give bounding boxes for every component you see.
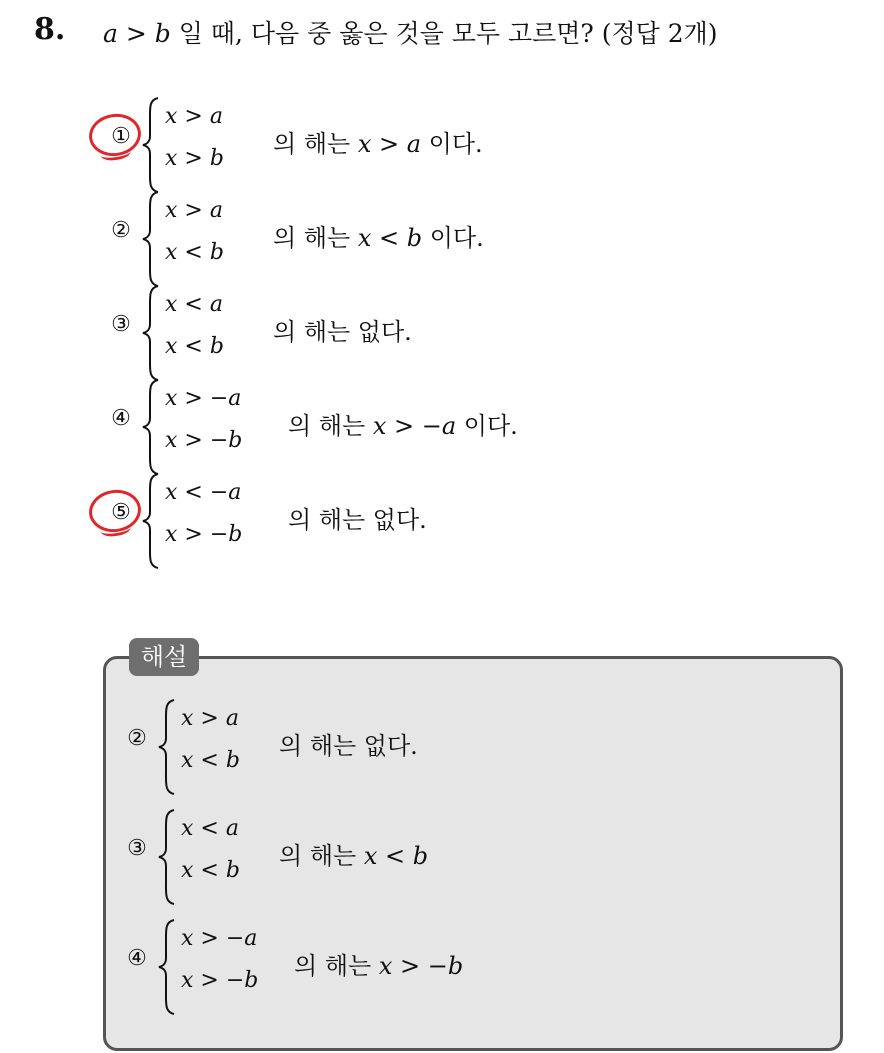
stem-var-b: b bbox=[154, 19, 171, 48]
choice-4[interactable] bbox=[103, 378, 663, 476]
left-brace-icon bbox=[157, 918, 177, 1016]
inequality-2: x > b bbox=[165, 146, 224, 171]
inequality-1: x > a bbox=[165, 198, 223, 223]
question-stem bbox=[103, 14, 718, 50]
inequality-1: x < a bbox=[181, 816, 239, 841]
inequality-2: x > −b bbox=[165, 428, 243, 453]
inequality-2: x < b bbox=[181, 748, 240, 773]
explanation-number: ② bbox=[127, 726, 147, 751]
solution-statement: 의 해는 x < b 이다. bbox=[273, 224, 484, 252]
choice-3[interactable] bbox=[103, 284, 603, 382]
inequality-1: x > −a bbox=[181, 926, 258, 951]
inequality-1: x > a bbox=[181, 706, 239, 731]
solution-statement: 의 해는 없다. bbox=[288, 506, 427, 534]
explanation-solution: 의 해는 x < b bbox=[279, 842, 429, 870]
left-brace-icon bbox=[141, 96, 161, 194]
choice-number: ④ bbox=[111, 406, 131, 431]
inequality-2: x > −b bbox=[181, 968, 259, 993]
inequality-1: x > a bbox=[165, 104, 223, 129]
stem-var-a: a bbox=[103, 19, 118, 48]
left-brace-icon bbox=[141, 378, 161, 476]
inequality-1: x > −a bbox=[165, 386, 242, 411]
explanation-item-4 bbox=[119, 918, 679, 1016]
choice-5[interactable] bbox=[103, 472, 603, 570]
explanation-item-2 bbox=[119, 698, 619, 796]
choice-number: ② bbox=[111, 218, 131, 243]
stem-operator: > bbox=[117, 19, 155, 48]
explanation-tag: 해설 bbox=[129, 638, 199, 676]
explanation-solution: 의 해는 없다. bbox=[279, 732, 418, 760]
explanation-number: ④ bbox=[127, 946, 147, 971]
question-number: 8. bbox=[34, 12, 66, 47]
solution-statement: 의 해는 x > −a 이다. bbox=[288, 412, 518, 440]
inequality-2: x < b bbox=[181, 858, 240, 883]
explanation-item-3 bbox=[119, 808, 619, 906]
inequality-2: x < b bbox=[165, 240, 224, 265]
left-brace-icon bbox=[141, 190, 161, 288]
choice-number: ① bbox=[111, 124, 131, 149]
stem-text: 일 때, 다음 중 옳은 것을 모두 고르면? (정답 2개) bbox=[170, 19, 718, 48]
inequality-2: x < b bbox=[165, 334, 224, 359]
explanation-solution: 의 해는 x > −b bbox=[294, 952, 464, 980]
choice-number: ⑤ bbox=[111, 500, 131, 525]
left-brace-icon bbox=[157, 808, 177, 906]
left-brace-icon bbox=[141, 284, 161, 382]
choice-1[interactable] bbox=[103, 96, 603, 194]
solution-statement: 의 해는 x > a 이다. bbox=[273, 130, 483, 158]
solution-statement: 의 해는 없다. bbox=[273, 318, 412, 346]
left-brace-icon bbox=[157, 698, 177, 796]
inequality-1: x < a bbox=[165, 292, 223, 317]
explanation-number: ③ bbox=[127, 836, 147, 861]
inequality-2: x > −b bbox=[165, 522, 243, 547]
choice-2[interactable] bbox=[103, 190, 603, 288]
left-brace-icon bbox=[141, 472, 161, 570]
inequality-1: x < −a bbox=[165, 480, 242, 505]
choice-number: ③ bbox=[111, 312, 131, 337]
